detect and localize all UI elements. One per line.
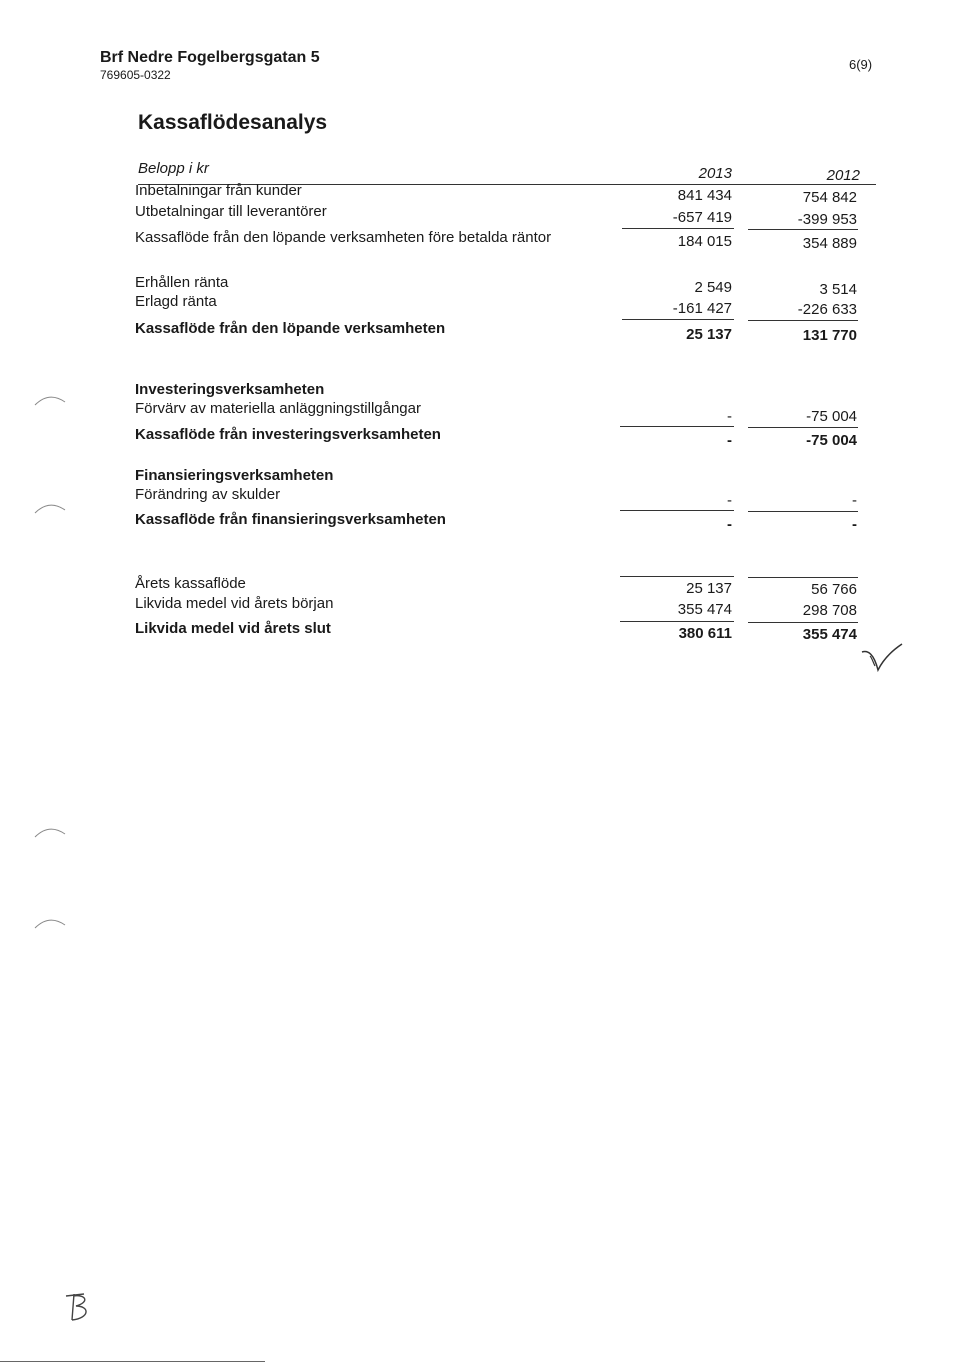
page-number: 6(9) [849, 57, 873, 72]
row-value-2012: 298 708 [802, 602, 857, 619]
row-label: Förändring av skulder [135, 486, 281, 503]
scan-mark [30, 390, 70, 410]
section-heading: Finansieringsverksamheten [135, 467, 334, 484]
row-value-2012: 3 514 [819, 281, 857, 298]
page-title: Kassaflödesanalys [138, 111, 328, 134]
row-value-2013: 184 015 [677, 233, 732, 250]
row-value-2012: 355 474 [802, 626, 857, 643]
row-label: Årets kassaflöde [135, 575, 246, 592]
row-label: Kassaflöde från den löpande verksamheten före betalda räntor [135, 229, 552, 246]
row-value-2013: 380 611 [678, 625, 732, 642]
row-label: Kassaflöde från investeringsverksamheten [135, 426, 441, 443]
amount-unit-label: Belopp i kr [138, 160, 209, 177]
subtotal-rule [748, 229, 858, 230]
row-value-2012: 56 766 [811, 581, 857, 598]
row-label: Kassaflöde från finansieringsverksamheten [135, 511, 446, 528]
section-heading: Investeringsverksamheten [135, 381, 325, 398]
scan-mark [30, 822, 70, 842]
row-label: Likvida medel vid årets början [135, 595, 334, 612]
total-rule [620, 621, 734, 622]
subtotal-rule [620, 426, 734, 427]
row-value-2013: 2 549 [694, 279, 732, 296]
row-value-2013: 841 434 [677, 187, 732, 204]
subtotal-rule [748, 320, 858, 321]
row-label: Erlagd ränta [135, 293, 217, 310]
row-label: Inbetalningar från kunder [135, 182, 302, 199]
handwritten-initial [60, 1290, 100, 1324]
row-value-2013: 25 137 [686, 580, 732, 597]
row-value-2013: -657 419 [672, 209, 732, 226]
row-value-2012: 754 842 [802, 189, 857, 206]
row-value-2012: -75 004 [806, 432, 857, 449]
row-label: Förvärv av materiella anläggningstillgångar [135, 400, 421, 417]
row-value-2012: -226 633 [797, 301, 857, 318]
row-value-2013: - [727, 516, 732, 533]
row-value-2012: -399 953 [797, 211, 857, 228]
row-value-2013: 355 474 [677, 601, 732, 618]
row-label: Kassaflöde från den löpande verksamheten [135, 320, 446, 337]
scan-mark [30, 498, 70, 518]
organization-number: 769605-0322 [100, 68, 171, 82]
row-value-2013: - [727, 432, 732, 449]
row-value-2012: 131 770 [802, 327, 857, 344]
row-label: Likvida medel vid årets slut [135, 620, 331, 637]
subtotal-rule [622, 228, 734, 229]
row-label: Erhållen ränta [135, 274, 229, 291]
row-value-2013: 25 137 [686, 326, 732, 343]
row-value-2012: -75 004 [806, 408, 857, 425]
row-value-2013: - [727, 408, 732, 425]
subtotal-rule [622, 319, 734, 320]
year-column-2012: 2012 [826, 167, 860, 184]
subtotal-rule [620, 510, 734, 511]
organization-name: Brf Nedre Fogelbergsgatan 5 [100, 49, 320, 66]
row-value-2012: 354 889 [802, 235, 857, 252]
summary-top-rule [748, 577, 858, 578]
row-value-2013: -161 427 [672, 300, 732, 317]
row-label: Utbetalningar till leverantörer [135, 203, 327, 220]
scan-mark [30, 913, 70, 933]
bottom-edge-rule [0, 1361, 265, 1362]
year-column-2013: 2013 [698, 165, 732, 182]
row-value-2012: - [852, 516, 857, 533]
subtotal-rule [748, 427, 858, 428]
subtotal-rule [748, 511, 858, 512]
total-rule [748, 622, 858, 623]
checkmark-icon [860, 640, 905, 680]
row-value-2012: - [852, 492, 857, 509]
summary-top-rule [620, 576, 734, 577]
row-value-2013: - [727, 492, 732, 509]
